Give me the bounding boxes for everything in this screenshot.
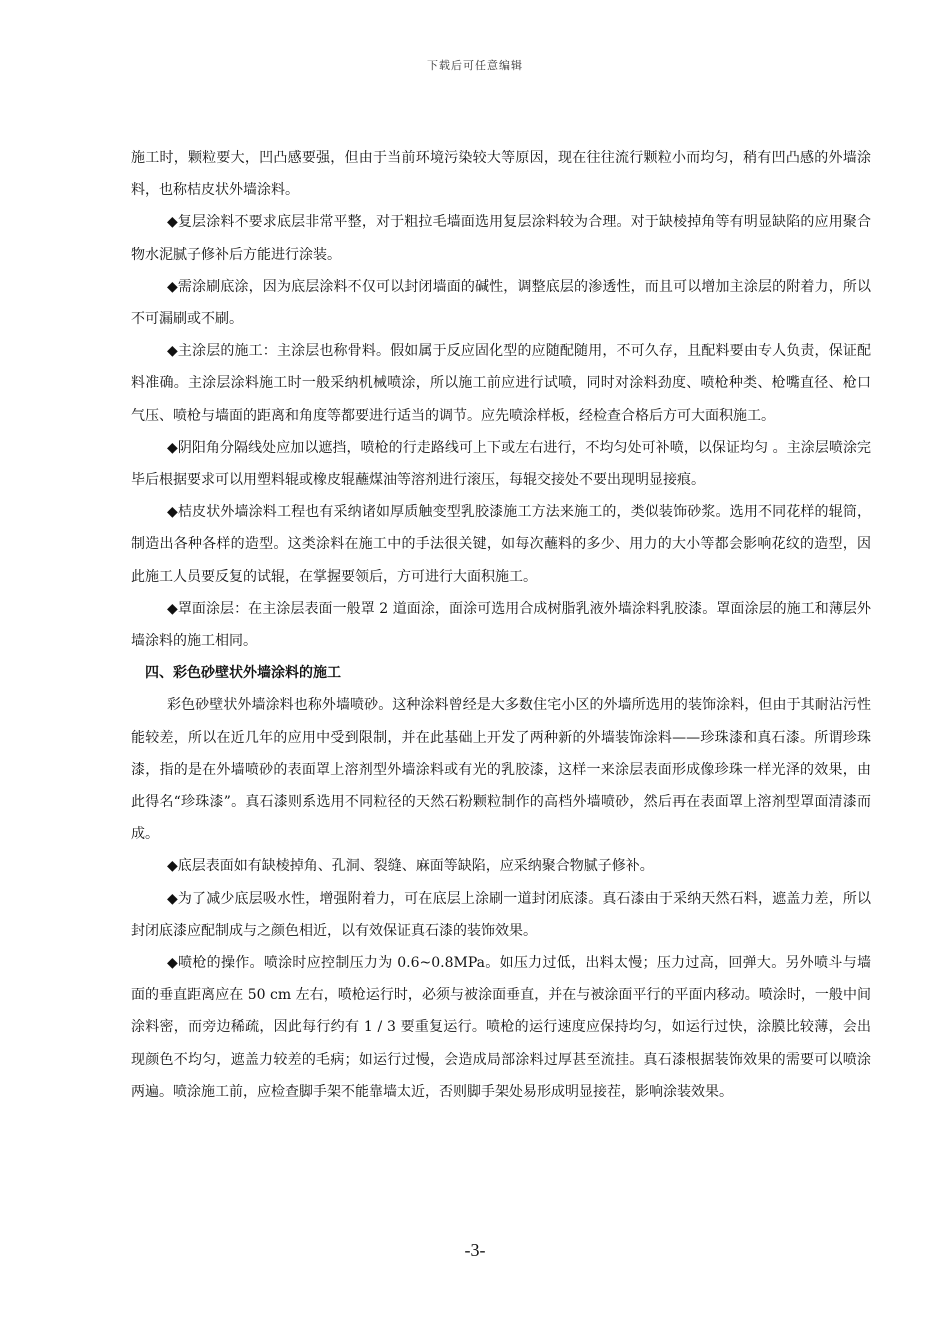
bullet-paragraph: ◆桔皮状外墙涂料工程也有采纳诸如厚质触变型乳胶漆施工方法来施工的，类似装饰砂浆。选用不同花样的辊筒，制造出各种各样的造型。这类涂料在施工中的手法很关键，如每次蘸料的多少、用力的大小等都会影响花纹的造型，因此施工人员要反复的试辊，在掌握要领后，方可进行大面积施工。 [131,504,871,585]
paragraph: 施工时，颗粒要大，凹凸感要强，但由于当前环境污染较大等原因，现在往往流行颗粒小而均匀，稍有凹凸感的外墙涂料，也称桔皮状外墙涂料。 [131,150,871,199]
document-body [131,142,871,1108]
bullet-paragraph: ◆为了减少底层吸水性，增强附着力，可在底层上涂刷一道封闭底漆。真石漆由于采纳天然石料，遮盖力差，所以封闭底漆应配制成与之颜色相近，以有效保证真石漆的装饰效果。 [131,890,871,939]
bullet-paragraph: ◆底层表面如有缺棱掉角、孔洞、裂缝、麻面等缺陷，应采纳聚合物腻子修补。 [167,858,654,875]
paragraph: 彩色砂壁状外墙涂料也称外墙喷砂。这种涂料曾经是大多数住宅小区的外墙所选用的装饰涂料，但由于其耐沾污性能较差，所以在近几年的应用中受到限制，并在此基础上开发了两种新的外墙装饰涂料——珍珠漆和真石漆。所谓珍珠漆，指的是在外墙喷砂的表面罩上溶剂型外墙涂料或有光的乳胶漆，这样一来涂层表面形成像珍珠一样光泽的效果，由此得名“珍珠漆”。真石漆则系选用不同粒径的天然石粉颗粒制作的高档外墙喷砂，然后再在表面罩上溶剂型罩面清漆而成。 [131,697,871,843]
page-header: 下载后可任意编辑 [427,59,523,72]
section-heading: 四、彩色砂壁状外墙涂料的施工 [145,665,341,682]
bullet-paragraph: ◆罩面涂层：在主涂层表面一般罩 2 道面涂，面涂可选用合成树脂乳液外墙涂料乳胶漆。罩面涂层的施工和薄层外墙涂料的施工相同。 [131,600,871,650]
bullet-paragraph: ◆复层涂料不要求底层非常平整，对于粗拉毛墙面选用复层涂料较为合理。对于缺棱掉角等有明显缺陷的应用聚合物水泥腻子修补后方能进行涂装。 [131,214,871,263]
bullet-paragraph: ◆需涂刷底涂，因为底层涂料不仅可以封闭墙面的碱性，调整底层的渗透性，而且可以增加主涂层的附着力，所以不可漏刷或不刷。 [131,278,871,328]
bullet-paragraph: ◆喷枪的操作。喷涂时应控制压力为 0.6~0.8MPa。如压力过低，出料太慢；压力过高，回弹大。另外喷斗与墙面的垂直距离应在 50 cm 左右，喷枪运行时，必须与被涂面垂直，并在与被涂面平行的平面内移动。喷涂时，一般中间涂料密，而旁边稀疏，因此每行约有 1 / 3 要重复运行。喷枪的运行速度应保持均匀，如运行过快，涂膜比较薄，会出现颜色不均匀，遮盖力较差的毛病；如运行过慢，会造成局部涂料过厚甚至流挂。真石漆根据装饰效果的需要可以喷涂两遍。喷涂施工前，应检查脚手架不能靠墙太近，否则脚手架处易形成明显接茬，影响涂装效果。 [131,955,871,1100]
bullet-paragraph: ◆主涂层的施工：主涂层也称骨料。假如属于反应固化型的应随配随用，不可久存，且配料要由专人负责，保证配料准确。主涂层涂料施工时一般采纳机械喷涂，所以施工前应进行试喷，同时对涂料劲度、喷枪种类、枪嘴直径、枪口气压、喷枪与墙面的距离和角度等都要进行适当的调节。应先喷涂样板，经检查合格后方可大面积施工。 [131,343,871,424]
bullet-paragraph: ◆阴阳角分隔线处应加以遮挡，喷枪的行走路线可上下或左右进行，不均匀处可补喷，以保证均匀 。主涂层喷涂完毕后根据要求可以用塑料辊或橡皮辊蘸煤油等溶剂进行滚压，每辊交接处不要出现明显接痕。 [131,439,871,489]
page-number: -3- [464,1240,486,1260]
